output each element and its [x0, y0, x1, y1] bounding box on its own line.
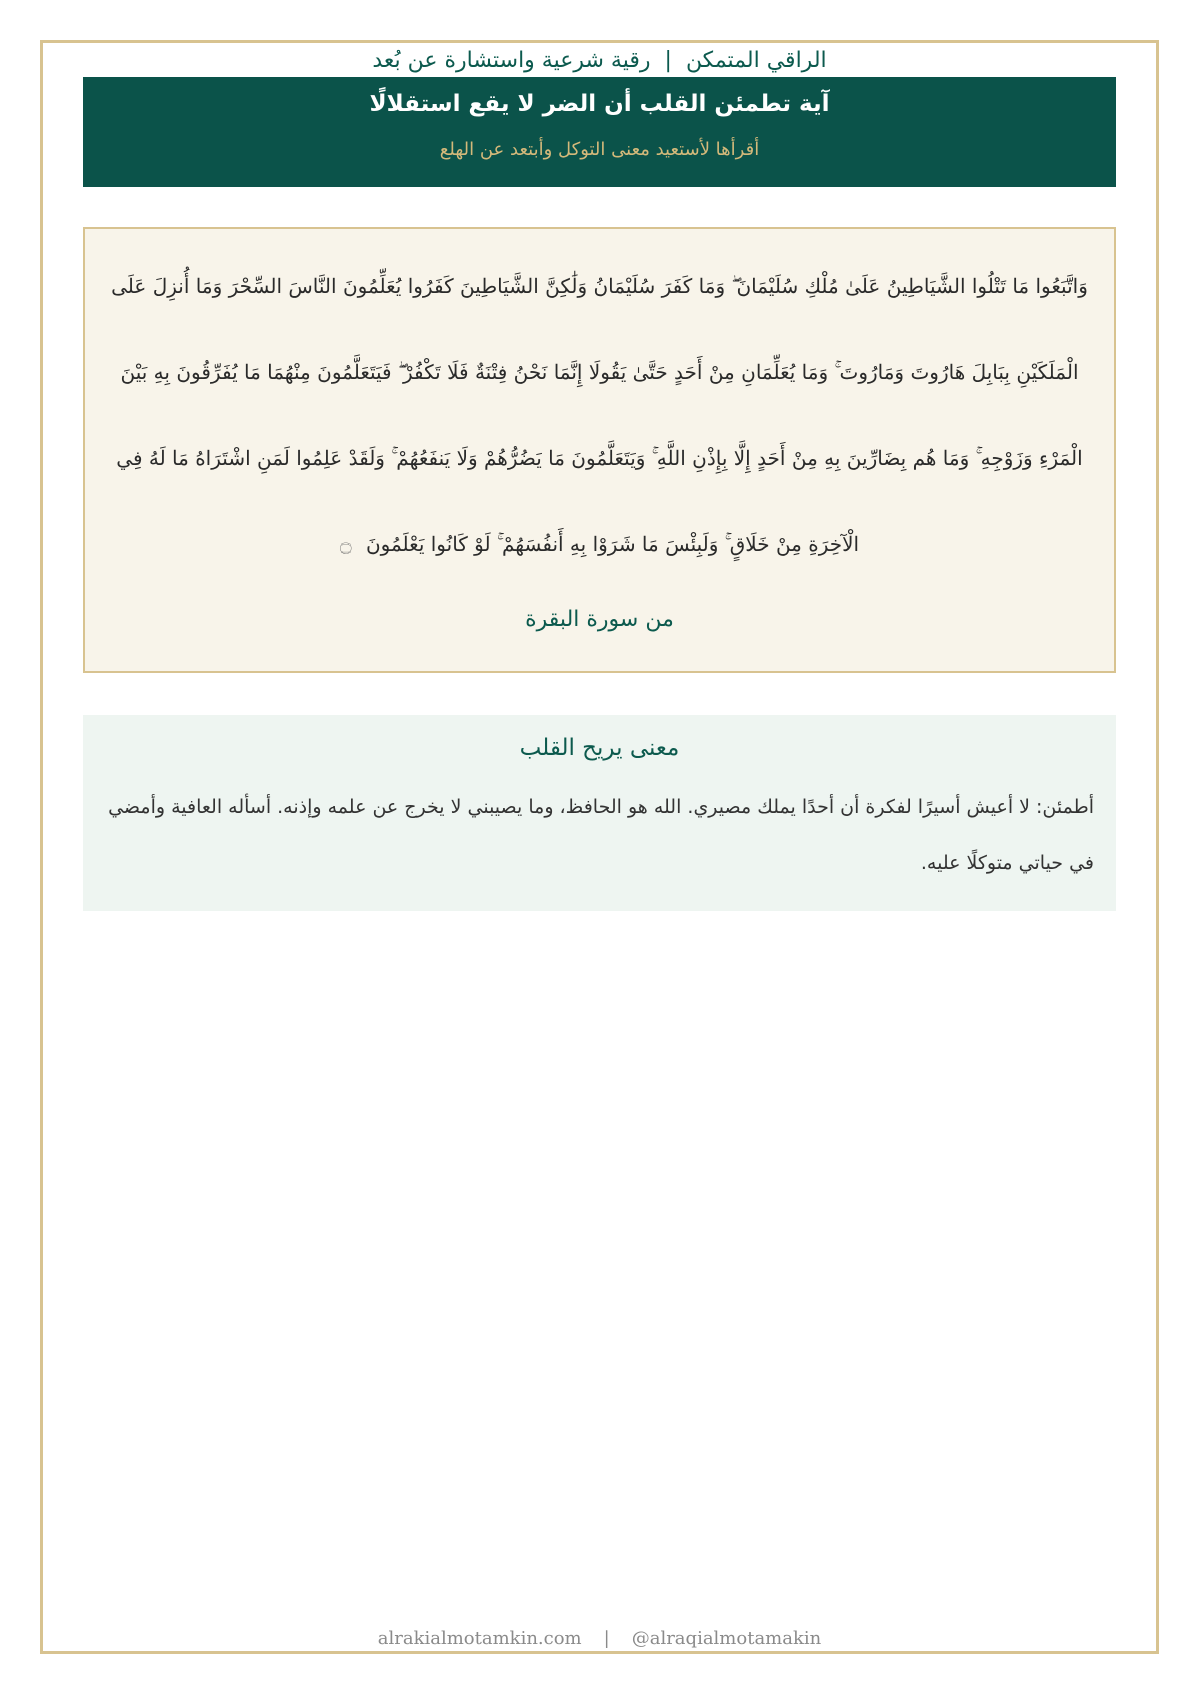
meaning-title: معنى يريح القلب [519, 735, 680, 761]
site-header [43, 43, 1156, 77]
verse-card [83, 227, 1116, 673]
page-subtitle: أقرأها لأستعيد معنى التوكل وأبتعد عن الهلع [439, 139, 760, 160]
quran-verse: وَاتَّبَعُوا مَا تَتْلُوا الشَّيَاطِينُ عَلَىٰ مُلْكِ سُلَيْمَانَ ۖ وَمَا كَفَرَ سُلَيْمَانُ وَلَٰكِنَّ الشَّيَاطِينَ كَفَرُوا يُعَلِّمُونَ النَّاسَ السِّحْرَ وَمَا أُنزِلَ عَلَى الْمَلَكَيْنِ بِبَابِلَ هَارُوتَ وَمَارُوتَ ۚ وَمَا يُعَلِّمَانِ مِنْ أَحَدٍ حَتَّىٰ يَقُولَا إِنَّمَا نَحْنُ فِتْنَةٌ فَلَا تَكْفُرْ ۖ فَيَتَعَلَّمُونَ مِنْهُمَا مَا يُفَرِّقُونَ بِهِ بَيْنَ الْمَرْءِ وَزَوْجِهِ ۚ وَمَا هُم بِضَارِّينَ بِهِ مِنْ أَحَدٍ إِلَّا بِإِذْنِ اللَّهِ ۚ وَيَتَعَلَّمُونَ مَا يَضُرُّهُمْ وَلَا يَنفَعُهُمْ ۚ وَلَقَدْ عَلِمُوا لَمَنِ اشْتَرَاهُ مَا لَهُ فِي الْآخِرَةِ مِنْ خَلَاقٍ ۚ وَلَبِئْسَ مَا شَرَوْا بِهِ أَنفُسَهُمْ ۚ لَوْ كَانُوا يَعْلَمُونَ [111, 274, 1088, 556]
footer-social-handle[interactable]: @alraqialmotamakin [631, 1627, 822, 1649]
verse-end-mark-icon: ۝ [339, 532, 352, 556]
footer-website-link[interactable]: alrakialmotamkin.com [377, 1627, 582, 1649]
page-title: آية تطمئن القلب أن الضر لا يقع استقلالًا [369, 91, 830, 117]
meaning-body: أطمئن: لا أعيش أسيرًا لفكرة أن أحدًا يملك مصيري. الله هو الحافظ، وما يصيبني لا يخرج عن علمه وإذنه. أسأله العافية وأمضي في حياتي متوكلًا عليه. [108, 796, 1094, 874]
meaning-card [83, 715, 1116, 911]
footer-separator: | [603, 1627, 610, 1649]
page-footer [43, 1623, 1156, 1653]
brand-tagline: رقية شرعية واستشارة عن بُعد [372, 47, 651, 73]
title-banner [83, 77, 1116, 187]
page-frame [40, 40, 1159, 1654]
brand-name: الراقي المتمكن [685, 47, 827, 73]
verse-source: من سورة البقرة [525, 607, 674, 632]
header-separator: | [664, 47, 672, 73]
verse-text-block [111, 243, 1088, 587]
